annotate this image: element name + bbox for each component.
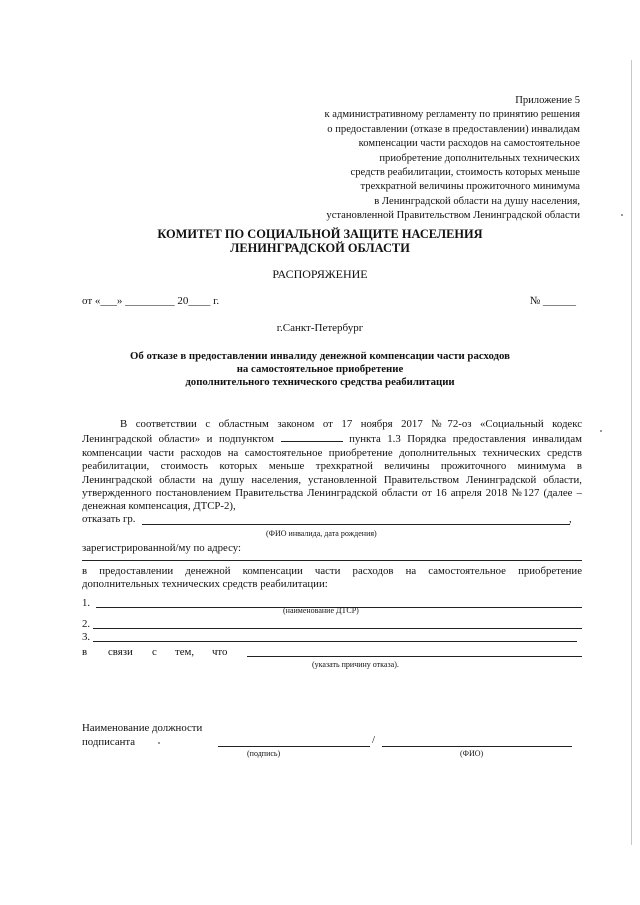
reason-word: в — [82, 646, 88, 658]
caption-signature: (подпись) — [247, 749, 281, 758]
appendix-line: Приложение 5 — [515, 95, 580, 106]
appendix-line: к административному регламенту по принятию решения — [324, 109, 580, 121]
scan-speck — [600, 430, 602, 432]
subpoint-blank[interactable] — [281, 431, 343, 442]
item-2-blank-line[interactable] — [93, 628, 582, 629]
appendix-line: трехкратной величины прожиточного минимума — [360, 181, 580, 193]
subject-line-1: Об отказе в предоставлении инвалиду денежной компенсации части расходов — [130, 350, 510, 362]
appendix-line: приобретение дополнительных технических — [379, 152, 580, 164]
date-line: от «___» _________ 20____ г. — [82, 295, 220, 307]
reason-blank-line[interactable] — [247, 656, 582, 657]
item-2-label: 2. — [82, 618, 91, 630]
subject-line-2: на самостоятельное приобретение — [236, 363, 404, 376]
caption-name: (ФИО) — [460, 749, 484, 758]
caption-fio: (ФИО инвалида, дата рождения) — [266, 529, 377, 538]
appendix-line: компенсации части расходов на самостоятельное — [358, 138, 580, 150]
signature-slash: / — [372, 734, 375, 746]
position-label-line-1: Наименование должности — [82, 722, 203, 734]
scan-speck — [158, 742, 160, 744]
city: г.Санкт-Петербург — [276, 322, 364, 334]
reason-word: связи — [108, 646, 133, 658]
item-3-label: 3. — [82, 631, 91, 643]
number-line: № ______ — [529, 295, 576, 307]
compensation-text: в предоставлении денежной компенсации части расходов на самостоятельное приобретение дополнительных технических средств реабилитации: — [82, 565, 582, 591]
appendix-note — [324, 94, 580, 224]
item-3-blank-line[interactable] — [93, 641, 577, 642]
appendix-line: о предоставлении (отказе в предоставлении) инвалидам — [327, 123, 580, 135]
appendix-line: в Ленинградской области на душу населения, — [374, 195, 580, 207]
comma: , — [569, 513, 572, 525]
reason-word: что — [212, 646, 228, 658]
reason-word: тем, — [175, 646, 195, 658]
paragraph-part-2: пункта 1.3 Порядка предоставления инвалидам компенсации части расходов на самостоятельное приобретение дополнительных технических средств реабилитации, стоимость которых меньше трехкратной величины прожиточного минимума в Ленинградской области на душу населения, установленной Правительством Ленинградской области, утвержденного постановлением Правительства Ленинградской области от 16 апреля 2018 №127 (далее – денежная компенсация, ДТСР-2), — [82, 433, 583, 513]
appendix-line: установленной Правительством Ленинградской области — [326, 210, 580, 222]
caption-reason: (указать причину отказа). — [312, 660, 399, 669]
item-1-label: 1. — [82, 597, 91, 609]
committee-line-1: КОМИТЕТ ПО СОЦИАЛЬНОЙ ЗАЩИТЕ НАСЕЛЕНИЯ — [157, 227, 483, 241]
appendix-line: средств реабилитации, стоимость которых меньше — [350, 167, 580, 179]
main-paragraph — [82, 418, 582, 514]
reason-word: с — [152, 646, 157, 658]
fio-blank-line[interactable] — [142, 524, 570, 525]
signature-blank-line[interactable] — [218, 746, 370, 747]
subject-line-3: дополнительного технического средства реабилитации — [185, 376, 455, 389]
caption-dtsr: (наименование ДТСР) — [283, 606, 359, 615]
committee-heading — [0, 227, 640, 255]
registered-label: зарегистрированной/му по адресу: — [82, 542, 242, 554]
scan-speck — [621, 214, 623, 216]
order-title: РАСПОРЯЖЕНИЕ — [272, 267, 368, 281]
committee-line-2: ЛЕНИНГРАДСКОЙ ОБЛАСТИ — [230, 241, 410, 255]
address-blank-line[interactable] — [82, 560, 582, 561]
position-label-line-2: подписанта — [82, 736, 136, 748]
name-blank-line[interactable] — [382, 746, 572, 747]
subject-heading — [0, 350, 640, 390]
scan-edge-line — [631, 60, 632, 845]
refuse-label: отказать гр. — [82, 513, 136, 525]
paragraph-part-1: В соответствии с областным законом от 17 ноября 2017 №72-оз «Социальный кодекс Ленинградской области» и подпунктом — [82, 418, 582, 446]
